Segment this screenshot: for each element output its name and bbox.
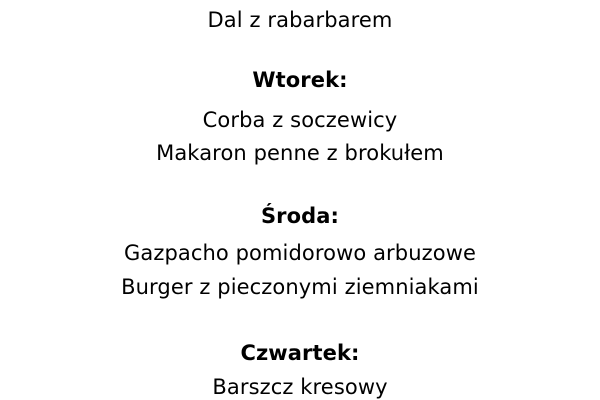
- monday-dish-2: Dal z rabarbarem: [207, 8, 393, 32]
- wednesday-dish-1: Gazpacho pomidorowo arbuzowe: [123, 241, 477, 265]
- wednesday-heading: Środa:: [260, 204, 340, 228]
- tuesday-dish-2: Makaron penne z brokułem: [156, 141, 444, 165]
- thursday-heading: Czwartek:: [240, 341, 360, 365]
- tuesday-heading: Wtorek:: [252, 68, 348, 92]
- tuesday-dish-1: Corba z soczewicy: [202, 108, 398, 132]
- wednesday-dish-2: Burger z pieczonymi ziemniakami: [121, 275, 479, 299]
- thursday-dish-1: Barszcz kresowy: [212, 375, 388, 399]
